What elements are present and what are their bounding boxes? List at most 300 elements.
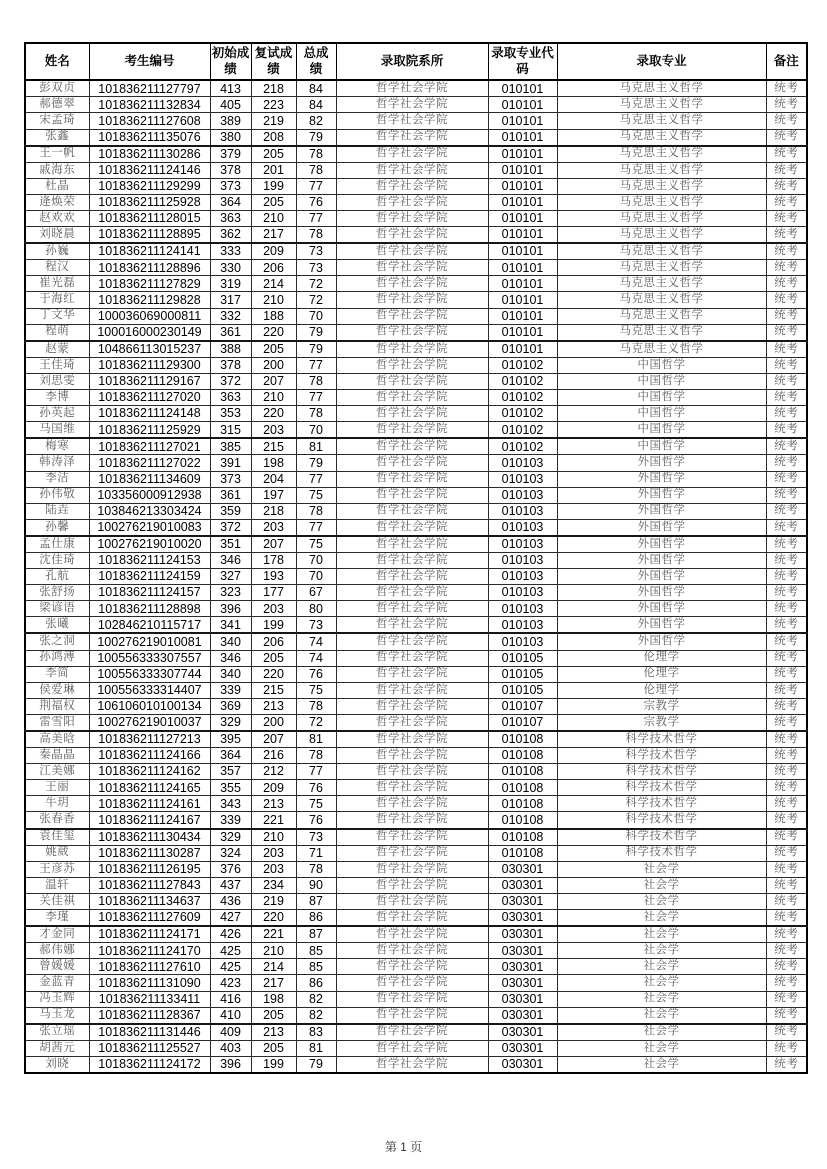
- initial-score-cell: 378: [210, 162, 251, 178]
- table-row: [25, 129, 807, 146]
- candidate-id-cell: 106106010100134: [89, 698, 210, 714]
- retest-score-cell: 207: [251, 373, 296, 389]
- major-cell: 科学技术哲学: [557, 748, 766, 764]
- initial-score-cell: 380: [210, 129, 251, 146]
- total-score-cell: 75: [296, 487, 336, 503]
- retest-score-cell: 220: [251, 324, 296, 341]
- name-cell: 荆福权: [25, 698, 89, 714]
- remark-cell: 统考: [766, 893, 807, 909]
- total-score-cell: 72: [296, 292, 336, 308]
- department-cell: 哲学社会学院: [336, 455, 488, 471]
- total-score-cell: 79: [296, 341, 336, 358]
- major-code-cell: 030301: [488, 991, 557, 1007]
- name-cell: 孙鸿溥: [25, 650, 89, 666]
- initial-score-cell: 373: [210, 178, 251, 194]
- major-code-cell: 010108: [488, 796, 557, 812]
- candidate-id-cell: 101836211129300: [89, 357, 210, 373]
- department-cell: 哲学社会学院: [336, 666, 488, 682]
- major-cell: 伦理学: [557, 682, 766, 698]
- remark-cell: 统考: [766, 682, 807, 698]
- total-score-cell: 74: [296, 650, 336, 666]
- total-score-cell: 79: [296, 1056, 336, 1073]
- candidate-id-cell: 100556333307557: [89, 650, 210, 666]
- department-cell: 哲学社会学院: [336, 178, 488, 194]
- retest-score-cell: 203: [251, 861, 296, 877]
- initial-score-cell: 410: [210, 1007, 251, 1024]
- candidate-id-cell: 101836211127609: [89, 910, 210, 927]
- major-cell: 马克思主义哲学: [557, 243, 766, 260]
- table-row: [25, 406, 807, 422]
- major-code-cell: 010101: [488, 260, 557, 276]
- total-score-cell: 73: [296, 260, 336, 276]
- name-cell: 丁文华: [25, 308, 89, 324]
- remark-cell: 统考: [766, 422, 807, 439]
- remark-cell: 统考: [766, 211, 807, 227]
- total-score-cell: 78: [296, 227, 336, 244]
- retest-score-cell: 207: [251, 536, 296, 553]
- major-cell: 外国哲学: [557, 471, 766, 487]
- major-cell: 马克思主义哲学: [557, 80, 766, 97]
- total-score-cell: 87: [296, 926, 336, 943]
- total-score-cell: 82: [296, 1007, 336, 1024]
- department-cell: 哲学社会学院: [336, 617, 488, 634]
- major-cell: 外国哲学: [557, 536, 766, 553]
- initial-score-cell: 363: [210, 211, 251, 227]
- name-cell: 王丽: [25, 780, 89, 796]
- initial-score-cell: 319: [210, 276, 251, 292]
- major-cell: 马克思主义哲学: [557, 194, 766, 210]
- major-cell: 外国哲学: [557, 455, 766, 471]
- major-code-cell: 010103: [488, 552, 557, 568]
- total-score-cell: 84: [296, 97, 336, 113]
- retest-score-cell: 206: [251, 260, 296, 276]
- initial-score-cell: 355: [210, 780, 251, 796]
- admission-results-table: [24, 42, 808, 1074]
- initial-score-cell: 427: [210, 910, 251, 927]
- retest-score-cell: 199: [251, 178, 296, 194]
- major-code-cell: 030301: [488, 1024, 557, 1041]
- candidate-id-cell: 101836211124161: [89, 796, 210, 812]
- table-row: [25, 877, 807, 893]
- retest-score-cell: 193: [251, 569, 296, 585]
- retest-score-cell: 177: [251, 585, 296, 601]
- department-cell: 哲学社会学院: [336, 406, 488, 422]
- major-code-cell: 010101: [488, 113, 557, 129]
- table-row: [25, 682, 807, 698]
- major-cell: 伦理学: [557, 650, 766, 666]
- major-cell: 马克思主义哲学: [557, 308, 766, 324]
- major-cell: 社会学: [557, 910, 766, 927]
- candidate-id-cell: 101836211127020: [89, 390, 210, 406]
- remark-cell: 统考: [766, 503, 807, 519]
- table-row: [25, 260, 807, 276]
- remark-cell: 统考: [766, 276, 807, 292]
- total-score-cell: 77: [296, 178, 336, 194]
- department-cell: 哲学社会学院: [336, 471, 488, 487]
- major-code-cell: 010103: [488, 487, 557, 503]
- name-cell: 梁谚语: [25, 601, 89, 617]
- department-cell: 哲学社会学院: [336, 357, 488, 373]
- initial-score-cell: 357: [210, 764, 251, 780]
- candidate-id-cell: 101836211129299: [89, 178, 210, 194]
- initial-score-cell: 395: [210, 731, 251, 748]
- candidate-id-cell: 101836211127021: [89, 438, 210, 455]
- initial-score-cell: 376: [210, 861, 251, 877]
- name-cell: 赵蒙: [25, 341, 89, 358]
- header-candidate-id: 考生编号: [89, 43, 210, 80]
- major-code-cell: 010101: [488, 178, 557, 194]
- department-cell: 哲学社会学院: [336, 324, 488, 341]
- candidate-id-cell: 101836211124148: [89, 406, 210, 422]
- department-cell: 哲学社会学院: [336, 780, 488, 796]
- retest-score-cell: 210: [251, 829, 296, 846]
- department-cell: 哲学社会学院: [336, 292, 488, 308]
- retest-score-cell: 217: [251, 975, 296, 991]
- table-row: [25, 617, 807, 634]
- table-row: [25, 633, 807, 650]
- initial-score-cell: 361: [210, 487, 251, 503]
- name-cell: 高美晗: [25, 731, 89, 748]
- major-code-cell: 030301: [488, 959, 557, 975]
- department-cell: 哲学社会学院: [336, 422, 488, 439]
- major-code-cell: 010103: [488, 503, 557, 519]
- initial-score-cell: 346: [210, 650, 251, 666]
- total-score-cell: 78: [296, 406, 336, 422]
- major-cell: 外国哲学: [557, 519, 766, 536]
- candidate-id-cell: 100276219010083: [89, 519, 210, 536]
- major-code-cell: 010103: [488, 519, 557, 536]
- name-cell: 张之洞: [25, 633, 89, 650]
- remark-cell: 统考: [766, 714, 807, 731]
- remark-cell: 统考: [766, 1056, 807, 1073]
- initial-score-cell: 353: [210, 406, 251, 422]
- major-cell: 马克思主义哲学: [557, 178, 766, 194]
- initial-score-cell: 425: [210, 943, 251, 959]
- major-cell: 外国哲学: [557, 633, 766, 650]
- remark-cell: 统考: [766, 243, 807, 260]
- header-department: 录取院系所: [336, 43, 488, 80]
- candidate-id-cell: 101836211132834: [89, 97, 210, 113]
- name-cell: 孙馨: [25, 519, 89, 536]
- department-cell: 哲学社会学院: [336, 714, 488, 731]
- name-cell: 姚葳: [25, 845, 89, 861]
- initial-score-cell: 426: [210, 926, 251, 943]
- retest-score-cell: 220: [251, 666, 296, 682]
- major-code-cell: 030301: [488, 943, 557, 959]
- retest-score-cell: 198: [251, 991, 296, 1007]
- initial-score-cell: 341: [210, 617, 251, 634]
- major-code-cell: 010108: [488, 780, 557, 796]
- table-row: [25, 97, 807, 113]
- retest-score-cell: 205: [251, 1040, 296, 1056]
- table-row: [25, 959, 807, 975]
- candidate-id-cell: 101836211124166: [89, 748, 210, 764]
- table-row: [25, 341, 807, 358]
- department-cell: 哲学社会学院: [336, 861, 488, 877]
- total-score-cell: 78: [296, 503, 336, 519]
- remark-cell: 统考: [766, 764, 807, 780]
- retest-score-cell: 200: [251, 714, 296, 731]
- name-cell: 王一帆: [25, 146, 89, 163]
- candidate-id-cell: 101836211135076: [89, 129, 210, 146]
- remark-cell: 统考: [766, 796, 807, 812]
- candidate-id-cell: 101836211129167: [89, 373, 210, 389]
- table-row: [25, 178, 807, 194]
- department-cell: 哲学社会学院: [336, 650, 488, 666]
- candidate-id-cell: 101836211130286: [89, 146, 210, 163]
- department-cell: 哲学社会学院: [336, 438, 488, 455]
- department-cell: 哲学社会学院: [336, 519, 488, 536]
- department-cell: 哲学社会学院: [336, 796, 488, 812]
- major-cell: 中国哲学: [557, 406, 766, 422]
- department-cell: 哲学社会学院: [336, 80, 488, 97]
- candidate-id-cell: 101836211124170: [89, 943, 210, 959]
- remark-cell: 统考: [766, 650, 807, 666]
- name-cell: 张舒扬: [25, 585, 89, 601]
- remark-cell: 统考: [766, 748, 807, 764]
- major-cell: 社会学: [557, 975, 766, 991]
- name-cell: 刘晓晨: [25, 227, 89, 244]
- department-cell: 哲学社会学院: [336, 959, 488, 975]
- major-cell: 社会学: [557, 893, 766, 909]
- total-score-cell: 81: [296, 438, 336, 455]
- major-cell: 社会学: [557, 991, 766, 1007]
- major-code-cell: 010108: [488, 829, 557, 846]
- major-cell: 中国哲学: [557, 373, 766, 389]
- major-cell: 外国哲学: [557, 601, 766, 617]
- remark-cell: 统考: [766, 146, 807, 163]
- major-cell: 外国哲学: [557, 617, 766, 634]
- name-cell: 孙巍: [25, 243, 89, 260]
- remark-cell: 统考: [766, 861, 807, 877]
- total-score-cell: 73: [296, 829, 336, 846]
- retest-score-cell: 213: [251, 1024, 296, 1041]
- retest-score-cell: 205: [251, 146, 296, 163]
- major-cell: 科学技术哲学: [557, 829, 766, 846]
- table-row: [25, 650, 807, 666]
- retest-score-cell: 188: [251, 308, 296, 324]
- total-score-cell: 70: [296, 422, 336, 439]
- candidate-id-cell: 100036069000811: [89, 308, 210, 324]
- major-code-cell: 010105: [488, 650, 557, 666]
- department-cell: 哲学社会学院: [336, 975, 488, 991]
- total-score-cell: 81: [296, 731, 336, 748]
- remark-cell: 统考: [766, 1024, 807, 1041]
- total-score-cell: 71: [296, 845, 336, 861]
- table-row: [25, 764, 807, 780]
- retest-score-cell: 218: [251, 503, 296, 519]
- total-score-cell: 80: [296, 601, 336, 617]
- retest-score-cell: 209: [251, 780, 296, 796]
- department-cell: 哲学社会学院: [336, 1024, 488, 1041]
- initial-score-cell: 359: [210, 503, 251, 519]
- major-code-cell: 010107: [488, 698, 557, 714]
- retest-score-cell: 208: [251, 129, 296, 146]
- major-code-cell: 030301: [488, 893, 557, 909]
- major-cell: 社会学: [557, 926, 766, 943]
- major-code-cell: 010103: [488, 455, 557, 471]
- retest-score-cell: 213: [251, 796, 296, 812]
- table-row: [25, 455, 807, 471]
- name-cell: 戚海东: [25, 162, 89, 178]
- remark-cell: 统考: [766, 698, 807, 714]
- remark-cell: 统考: [766, 1040, 807, 1056]
- total-score-cell: 90: [296, 877, 336, 893]
- table-row: [25, 519, 807, 536]
- table-row: [25, 1024, 807, 1041]
- name-cell: 牛玥: [25, 796, 89, 812]
- major-code-cell: 010101: [488, 227, 557, 244]
- major-cell: 社会学: [557, 943, 766, 959]
- header-total-score: 总成绩: [296, 43, 336, 80]
- initial-score-cell: 372: [210, 519, 251, 536]
- major-code-cell: 010108: [488, 748, 557, 764]
- name-cell: 王佳琦: [25, 357, 89, 373]
- department-cell: 哲学社会学院: [336, 877, 488, 893]
- total-score-cell: 82: [296, 113, 336, 129]
- name-cell: 孔航: [25, 569, 89, 585]
- header-name: 姓名: [25, 43, 89, 80]
- name-cell: 温轩: [25, 877, 89, 893]
- initial-score-cell: 388: [210, 341, 251, 358]
- initial-score-cell: 327: [210, 569, 251, 585]
- retest-score-cell: 210: [251, 390, 296, 406]
- initial-score-cell: 315: [210, 422, 251, 439]
- department-cell: 哲学社会学院: [336, 97, 488, 113]
- table-row: [25, 438, 807, 455]
- retest-score-cell: 201: [251, 162, 296, 178]
- department-cell: 哲学社会学院: [336, 893, 488, 909]
- department-cell: 哲学社会学院: [336, 601, 488, 617]
- total-score-cell: 78: [296, 748, 336, 764]
- name-cell: 郝德翠: [25, 97, 89, 113]
- retest-score-cell: 210: [251, 211, 296, 227]
- retest-score-cell: 218: [251, 80, 296, 97]
- total-score-cell: 76: [296, 812, 336, 829]
- remark-cell: 统考: [766, 633, 807, 650]
- table-row: [25, 211, 807, 227]
- name-cell: 崔光磊: [25, 276, 89, 292]
- initial-score-cell: 340: [210, 666, 251, 682]
- total-score-cell: 85: [296, 943, 336, 959]
- total-score-cell: 87: [296, 893, 336, 909]
- initial-score-cell: 403: [210, 1040, 251, 1056]
- major-cell: 马克思主义哲学: [557, 324, 766, 341]
- major-cell: 社会学: [557, 861, 766, 877]
- name-cell: 刘晓: [25, 1056, 89, 1073]
- retest-score-cell: 203: [251, 601, 296, 617]
- retest-score-cell: 219: [251, 113, 296, 129]
- major-code-cell: 010101: [488, 162, 557, 178]
- department-cell: 哲学社会学院: [336, 194, 488, 210]
- table-row: [25, 943, 807, 959]
- candidate-id-cell: 101836211124171: [89, 926, 210, 943]
- total-score-cell: 82: [296, 991, 336, 1007]
- major-code-cell: 010105: [488, 666, 557, 682]
- major-cell: 中国哲学: [557, 390, 766, 406]
- candidate-id-cell: 101836211125929: [89, 422, 210, 439]
- initial-score-cell: 343: [210, 796, 251, 812]
- remark-cell: 统考: [766, 227, 807, 244]
- department-cell: 哲学社会学院: [336, 1007, 488, 1024]
- candidate-id-cell: 101836211124153: [89, 552, 210, 568]
- initial-score-cell: 361: [210, 324, 251, 341]
- major-code-cell: 010102: [488, 438, 557, 455]
- remark-cell: 统考: [766, 129, 807, 146]
- initial-score-cell: 362: [210, 227, 251, 244]
- department-cell: 哲学社会学院: [336, 552, 488, 568]
- candidate-id-cell: 101836211127022: [89, 455, 210, 471]
- initial-score-cell: 373: [210, 471, 251, 487]
- major-cell: 马克思主义哲学: [557, 129, 766, 146]
- total-score-cell: 77: [296, 390, 336, 406]
- remark-cell: 统考: [766, 292, 807, 308]
- retest-score-cell: 210: [251, 292, 296, 308]
- total-score-cell: 75: [296, 796, 336, 812]
- department-cell: 哲学社会学院: [336, 146, 488, 163]
- major-code-cell: 010108: [488, 764, 557, 780]
- candidate-id-cell: 101836211124157: [89, 585, 210, 601]
- candidate-id-cell: 103846213303424: [89, 503, 210, 519]
- table-row: [25, 292, 807, 308]
- remark-cell: 统考: [766, 487, 807, 503]
- department-cell: 哲学社会学院: [336, 731, 488, 748]
- total-score-cell: 73: [296, 617, 336, 634]
- major-cell: 中国哲学: [557, 357, 766, 373]
- table-row: [25, 80, 807, 97]
- total-score-cell: 76: [296, 666, 336, 682]
- name-cell: 马国维: [25, 422, 89, 439]
- retest-score-cell: 210: [251, 943, 296, 959]
- candidate-id-cell: 103356000912938: [89, 487, 210, 503]
- total-score-cell: 83: [296, 1024, 336, 1041]
- remark-cell: 统考: [766, 780, 807, 796]
- candidate-id-cell: 101836211133411: [89, 991, 210, 1007]
- candidate-id-cell: 101836211124167: [89, 812, 210, 829]
- name-cell: 沈佳琦: [25, 552, 89, 568]
- candidate-id-cell: 101836211124146: [89, 162, 210, 178]
- page-number: 第 1 页: [384, 1140, 423, 1154]
- total-score-cell: 78: [296, 146, 336, 163]
- initial-score-cell: 369: [210, 698, 251, 714]
- remark-cell: 统考: [766, 601, 807, 617]
- initial-score-cell: 389: [210, 113, 251, 129]
- initial-score-cell: 339: [210, 812, 251, 829]
- candidate-id-cell: 101836211134609: [89, 471, 210, 487]
- name-cell: 程萌: [25, 324, 89, 341]
- remark-cell: 统考: [766, 455, 807, 471]
- initial-score-cell: 329: [210, 829, 251, 846]
- remark-cell: 统考: [766, 812, 807, 829]
- retest-score-cell: 223: [251, 97, 296, 113]
- department-cell: 哲学社会学院: [336, 1056, 488, 1073]
- total-score-cell: 86: [296, 975, 336, 991]
- remark-cell: 统考: [766, 959, 807, 975]
- candidate-id-cell: 100556333314407: [89, 682, 210, 698]
- name-cell: 关佳祺: [25, 893, 89, 909]
- department-cell: 哲学社会学院: [336, 1040, 488, 1056]
- department-cell: 哲学社会学院: [336, 682, 488, 698]
- remark-cell: 统考: [766, 357, 807, 373]
- initial-score-cell: 324: [210, 845, 251, 861]
- remark-cell: 统考: [766, 471, 807, 487]
- name-cell: 李简: [25, 666, 89, 682]
- department-cell: 哲学社会学院: [336, 243, 488, 260]
- remark-cell: 统考: [766, 731, 807, 748]
- initial-score-cell: 332: [210, 308, 251, 324]
- retest-score-cell: 197: [251, 487, 296, 503]
- total-score-cell: 78: [296, 373, 336, 389]
